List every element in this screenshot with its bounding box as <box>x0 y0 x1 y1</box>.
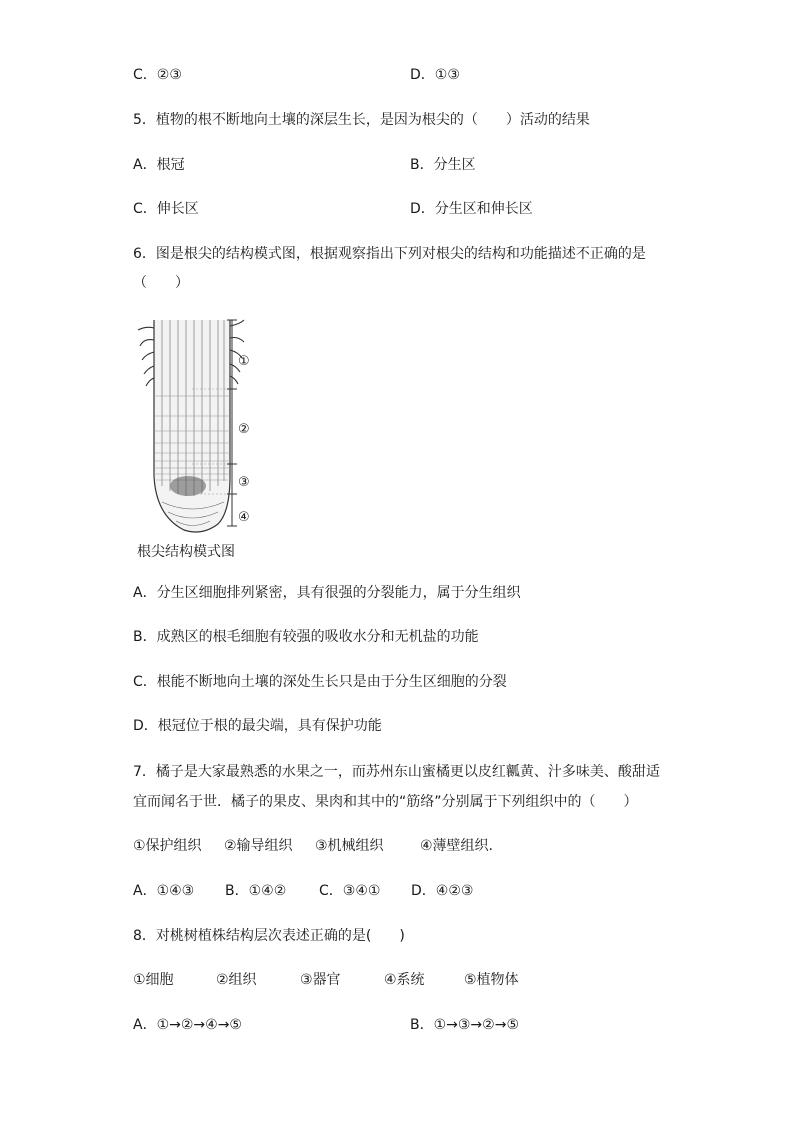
q5-option-a: A．根冠 <box>133 157 185 173</box>
q6-stem-line2: （ ） <box>133 275 189 291</box>
q7-option-c: C．③④① <box>319 883 381 899</box>
q7-option-d: D．④②③ <box>411 883 474 899</box>
q8-item-5: ⑤植物体 <box>464 972 519 988</box>
q7-item-4: ④薄壁组织. <box>420 838 494 854</box>
q8-item-4: ④系统 <box>384 972 425 988</box>
q5-stem: 5．植物的根不断地向土壤的深层生长，是因为根尖的（ ）活动的结果 <box>133 112 590 128</box>
q7-item-2: ②输导组织 <box>224 838 293 854</box>
q6-option-b: B．成熟区的根毛细胞有较强的吸收水分和无机盐的功能 <box>133 629 479 645</box>
q4-option-c: C．②③ <box>133 67 182 83</box>
q8-option-b: B．①→③→②→⑤ <box>410 1017 519 1033</box>
q6-stem-line1: 6．图是根尖的结构模式图，根据观察指出下列对根尖的结构和功能描述不正确的是 <box>133 246 646 262</box>
q7-stem-line2: 宜而闻名于世．橘子的果皮、果肉和其中的“筋络”分别属于下列组织中的（ ） <box>133 794 638 810</box>
zone-label-1: ① <box>238 354 250 369</box>
q4-option-d: D．①③ <box>410 67 460 83</box>
q8-item-2: ②组织 <box>216 972 257 988</box>
q6-option-c: C．根能不断地向土壤的深处生长只是由于分生区细胞的分裂 <box>133 674 507 690</box>
q6-option-a: A．分生区细胞排列紧密，具有很强的分裂能力，属于分生组织 <box>133 585 521 601</box>
q8-option-a: A．①→②→④→⑤ <box>133 1017 242 1033</box>
q7-option-a: A．①④③ <box>133 883 195 899</box>
q8-item-3: ③器官 <box>300 972 341 988</box>
zone-label-2: ② <box>238 422 250 437</box>
q5-option-b: B．分生区 <box>410 157 476 173</box>
root-tip-figure <box>132 316 262 546</box>
q8-item-1: ①细胞 <box>133 972 174 988</box>
q7-option-b: B．①④② <box>225 883 287 899</box>
q7-item-1: ①保护组织 <box>133 838 202 854</box>
q7-item-3: ③机械组织 <box>315 838 384 854</box>
q5-option-d: D．分生区和伸长区 <box>410 201 533 217</box>
figure-caption: 根尖结构模式图 <box>137 544 235 560</box>
zone-label-3: ③ <box>238 475 250 490</box>
q7-stem-line1: 7．橘子是大家最熟悉的水果之一，而苏州东山蜜橘更以皮红瓤黄、汁多味美、酸甜适 <box>133 764 660 780</box>
zone-label-4: ④ <box>238 510 250 525</box>
q6-option-d: D．根冠位于根的最尖端，具有保护功能 <box>133 718 382 734</box>
q8-stem: 8．对桃树植株结构层次表述正确的是( ) <box>133 928 405 944</box>
q5-option-c: C．伸长区 <box>133 201 199 217</box>
